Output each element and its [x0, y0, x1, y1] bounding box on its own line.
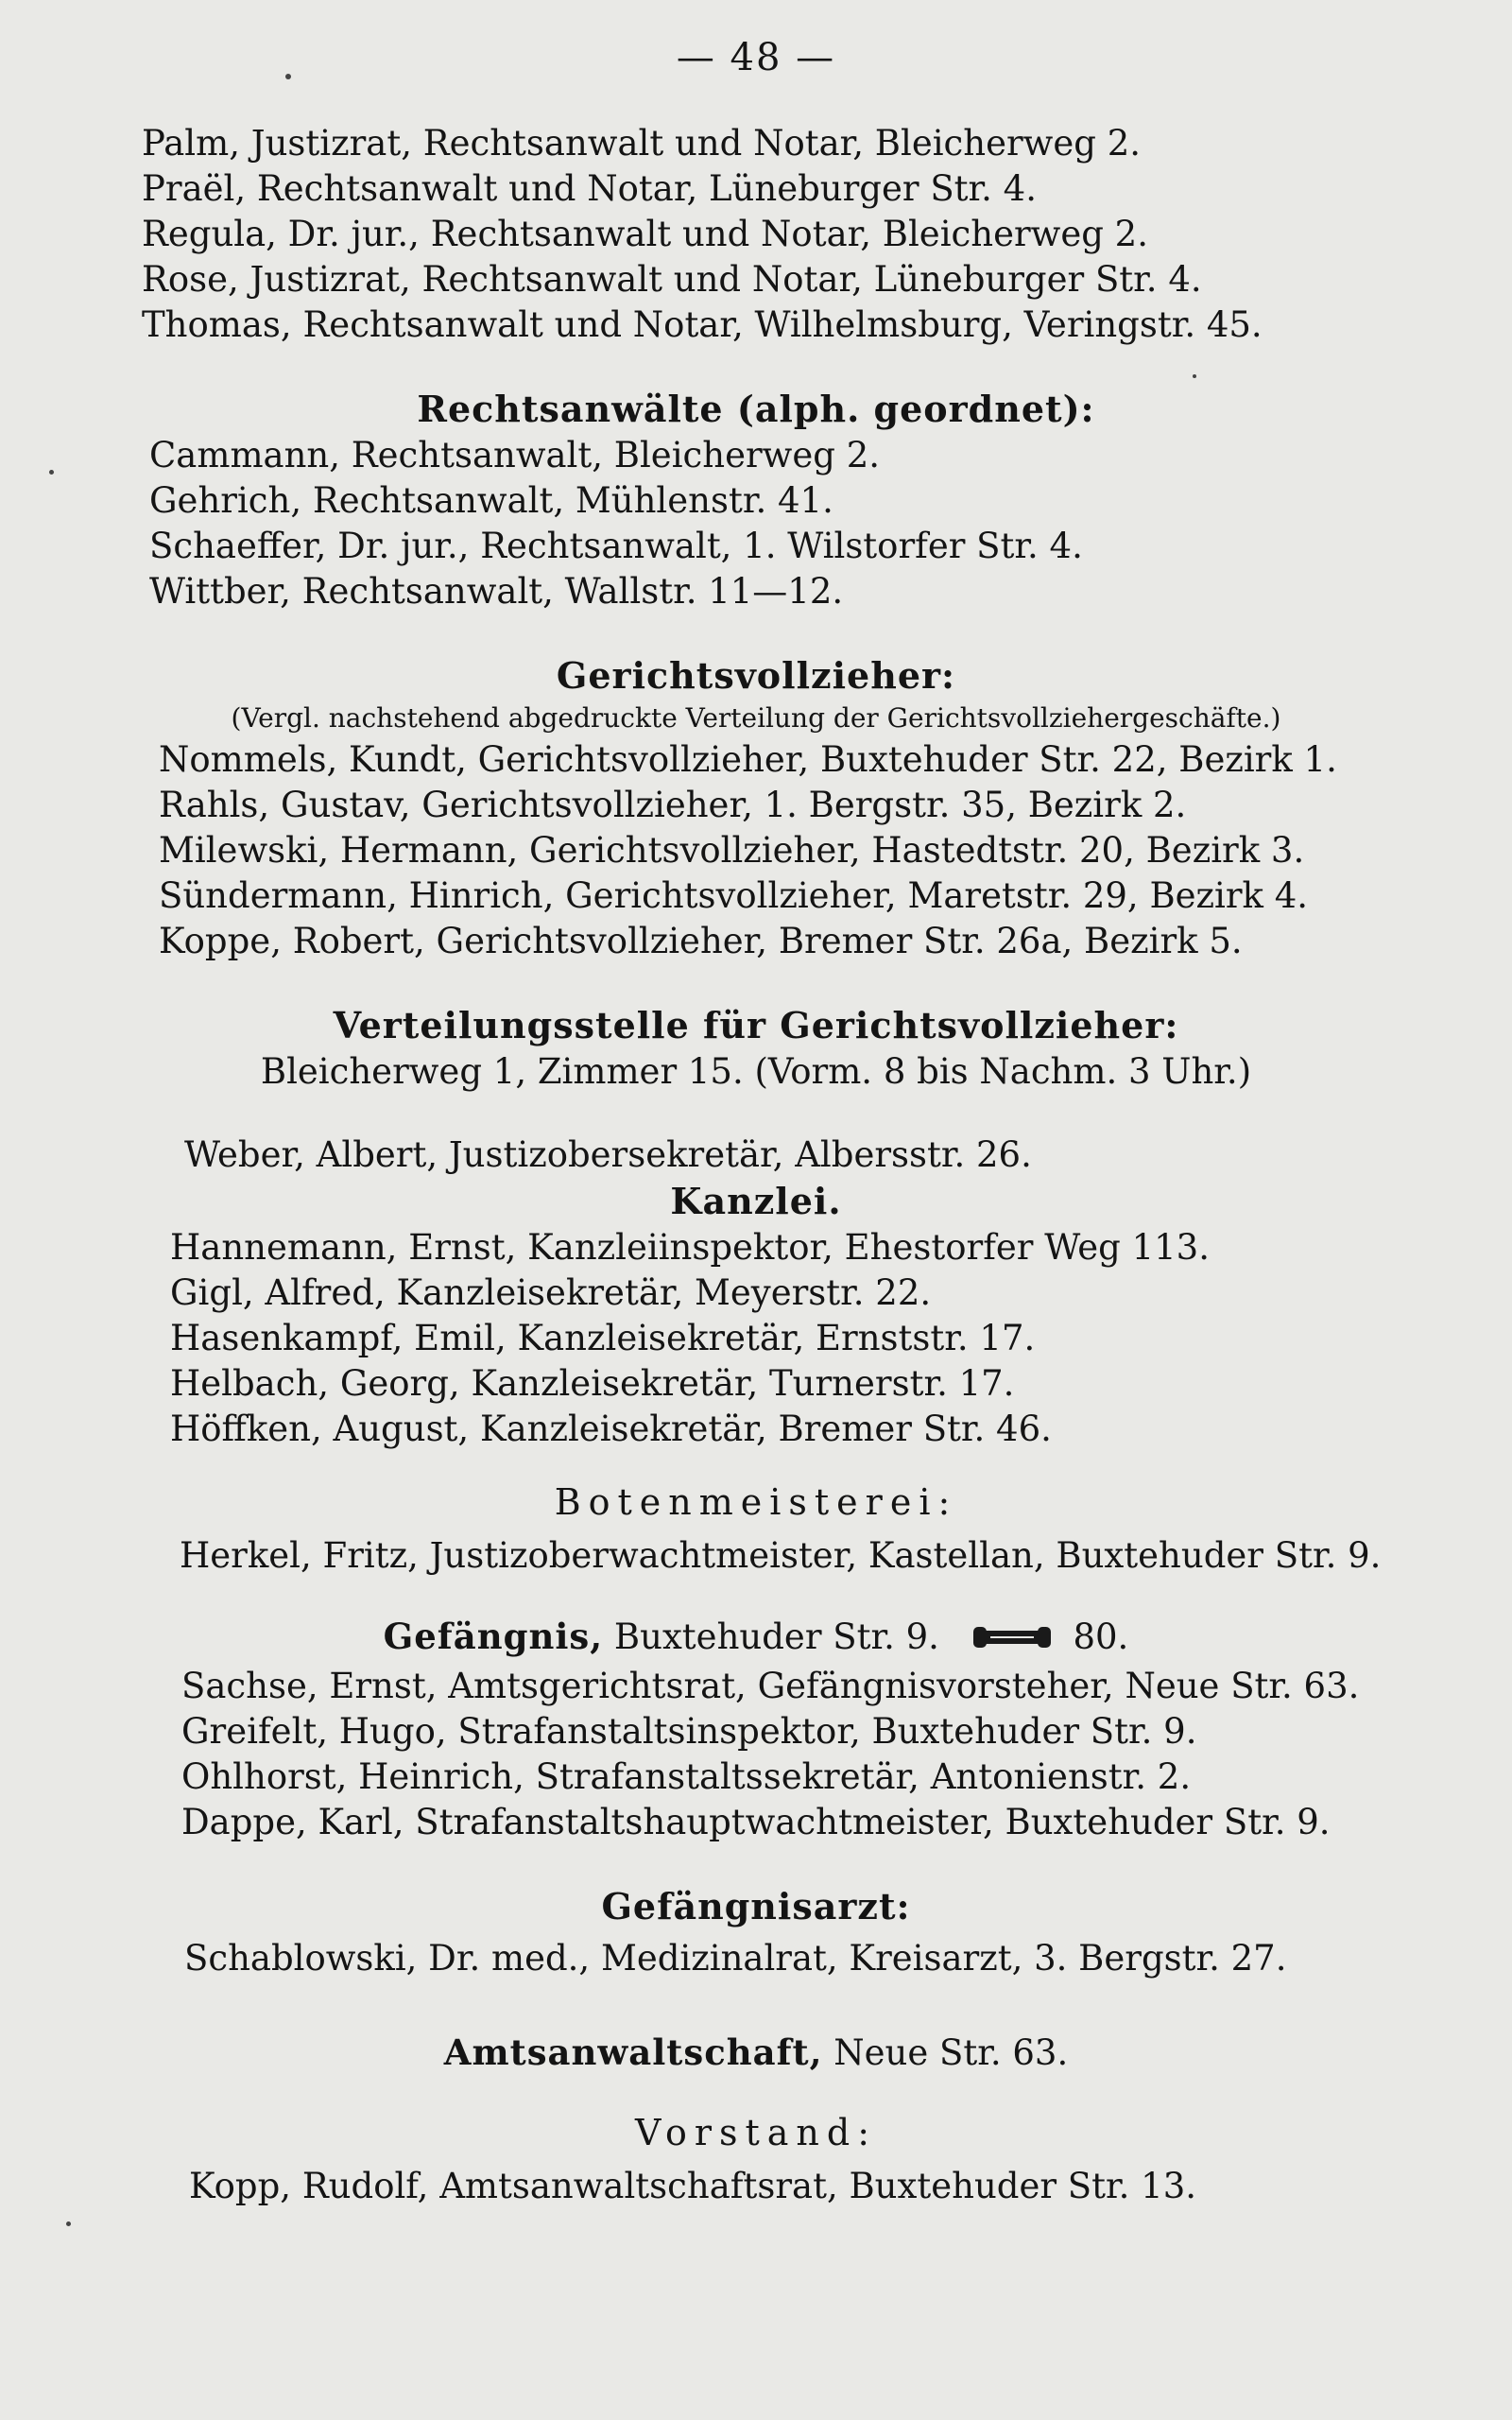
list-item: Hannemann, Ernst, Kanzleiinspektor, Ehestorfer Weg 113.: [170, 1227, 1210, 1268]
heading-bold-part: Gefängnis,: [383, 1616, 604, 1657]
list-item: Nommels, Kundt, Gerichtsvollzieher, Buxtehuder Str. 22, Bezirk 1.: [159, 739, 1337, 780]
list-item: Herkel, Fritz, Justizoberwachtmeister, Kastellan, Buxtehuder Str. 9.: [180, 1535, 1382, 1576]
list-item: Höffken, August, Kanzleisekretär, Bremer Str. 46.: [170, 1409, 1052, 1449]
section-heading: Vorstand:: [634, 2111, 878, 2153]
list-item: Sündermann, Hinrich, Gerichtsvollzieher, Maretstr. 29, Bezirk 4.: [159, 875, 1309, 916]
heading-address: Neue Str. 63.: [833, 2031, 1069, 2073]
page-number: — 48 —: [676, 36, 836, 79]
list-item: Ohlhorst, Heinrich, Strafanstaltssekretär, Antonienstr. 2.: [181, 1755, 1192, 1797]
page-content: [0, 121, 1512, 2209]
list-item: Regula, Dr. jur., Rechtsanwalt und Notar, Bleicherweg 2.: [142, 214, 1148, 254]
heading-address: Buxtehuder Str. 9.: [613, 1616, 939, 1657]
section-heading: Verteilungsstelle für Gerichtsvollzieher:: [333, 1004, 1179, 1046]
section-verteilungsstelle: [0, 1002, 1512, 1095]
section-gefaengnisarzt: [0, 1883, 1512, 1981]
list-item: Milewski, Hermann, Gerichtsvollzieher, Hastedtstr. 20, Bezirk 3.: [159, 830, 1305, 871]
telephone-icon-svg: [973, 1623, 1051, 1651]
list-item: Schaeffer, Dr. jur., Rechtsanwalt, 1. Wilstorfer Str. 4.: [149, 526, 1083, 566]
section-heading: Gefängnisarzt:: [601, 1884, 911, 1927]
scan-speck: [66, 2221, 71, 2226]
section-heading: Gerichtsvollzieher:: [556, 654, 956, 697]
list-item: Rahls, Gustav, Gerichtsvollzieher, 1. Bergstr. 35, Bezirk 2.: [159, 785, 1187, 825]
list-item: Koppe, Robert, Gerichtsvollzieher, Bremer Str. 26a, Bezirk 5.: [159, 921, 1243, 961]
list-item: Helbach, Georg, Kanzleisekretär, Turnerstr. 17.: [170, 1363, 1015, 1404]
section-heading: [0, 2029, 1512, 2077]
section-rechtsanwaelte: [0, 386, 1512, 614]
scan-speck: [1193, 374, 1196, 378]
list-item: Praël, Rechtsanwalt und Notar, Lüneburger Str. 4.: [142, 168, 1037, 209]
list-item: Hasenkampf, Emil, Kanzleisekretär, Ernststr. 17.: [170, 1318, 1036, 1358]
section-heading: Botenmeisterei:: [554, 1481, 958, 1523]
list-item: Sachse, Ernst, Amtsgerichtsrat, Gefängnisvorsteher, Neue Str. 63.: [181, 1665, 1360, 1706]
section-botenmeisterei: [0, 1478, 1512, 1579]
scan-speck: [49, 470, 54, 475]
phone-number: 80.: [1073, 1616, 1129, 1657]
list-item: Schablowski, Dr. med., Medizinalrat, Kreisarzt, 3. Bergstr. 27.: [184, 1937, 1287, 1979]
list-item: Greifelt, Hugo, Strafanstaltsinspektor, Buxtehuder Str. 9.: [181, 1710, 1197, 1752]
list-item: Weber, Albert, Justizobersekretär, Albersstr. 26.: [184, 1134, 1032, 1175]
list-item: Palm, Justizrat, Rechtsanwalt und Notar, Bleicherweg 2.: [142, 123, 1141, 164]
list-item: Gigl, Alfred, Kanzleisekretär, Meyerstr. 22.: [170, 1272, 932, 1313]
section-kanzlei: [0, 1132, 1512, 1452]
notare-list: [0, 121, 1512, 348]
list-item: Thomas, Rechtsanwalt und Notar, Wilhelmsburg, Veringstr. 45.: [142, 304, 1263, 345]
list-item: Kopp, Rudolf, Amtsanwaltschaftsrat, Buxtehuder Str. 13.: [189, 2165, 1197, 2206]
telephone-icon: [973, 1616, 1051, 1664]
section-gefaengnis: [0, 1613, 1512, 1845]
section-amtsanwaltschaft: [0, 2029, 1512, 2077]
section-heading: [0, 1613, 1512, 1664]
section-vorstand: [0, 2109, 1512, 2209]
section-heading: Rechtsanwälte (alph. geordnet):: [417, 388, 1095, 430]
section-heading: Kanzlei.: [670, 1180, 842, 1222]
address-line: Bleicherweg 1, Zimmer 15. (Vorm. 8 bis Nachm. 3 Uhr.): [260, 1051, 1252, 1092]
list-item: Wittber, Rechtsanwalt, Wallstr. 11—12.: [149, 571, 844, 612]
section-note: (Vergl. nachstehend abgedruckte Verteilung der Gerichtsvollziehergeschäfte.): [231, 702, 1281, 734]
list-item: Cammann, Rechtsanwalt, Bleicherweg 2.: [149, 435, 880, 475]
list-item: Dappe, Karl, Strafanstaltshauptwachtmeister, Buxtehuder Str. 9.: [181, 1801, 1331, 1842]
list-item: Rose, Justizrat, Rechtsanwalt und Notar, Lüneburger Str. 4.: [142, 259, 1202, 300]
section-gerichtsvollzieher: [0, 652, 1512, 964]
list-item: Gehrich, Rechtsanwalt, Mühlenstr. 41.: [149, 480, 833, 521]
scan-speck: [285, 74, 291, 79]
heading-bold-part: Amtsanwaltschaft,: [443, 2031, 823, 2073]
